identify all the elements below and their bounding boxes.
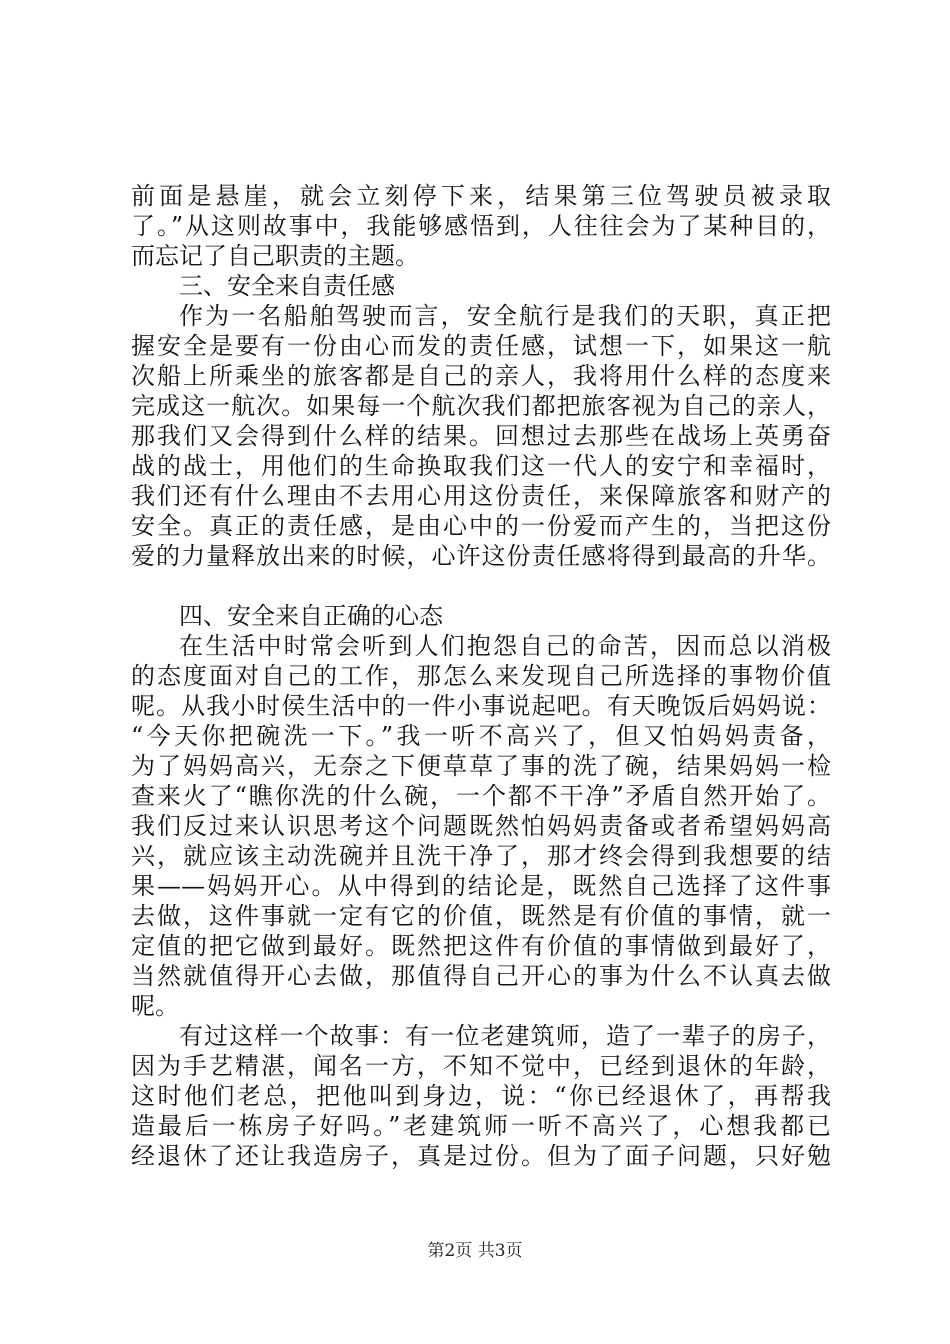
paragraph-line: 因为手艺精湛，闻名一方，不知不觉中，已经到退休的年龄， [131,1052,831,1080]
paragraph-line: 安全。真正的责任感，是由心中的一份爱而产生的，当把这份 [131,512,831,540]
paragraph-line: 这时他们老总，把他叫到身边，说：“你已经退休了，再帮我 [131,1082,831,1110]
paragraph-line: 造最后一栋房子好吗。”老建筑师一听不高兴了，心想我都已 [131,1112,831,1140]
paragraph-line: 呢。从我小时侯生活中的一件小事说起吧。有天晚饭后妈妈说： [131,692,831,720]
paragraph-line: 我们还有什么理由不去用心用这份责任，来保障旅客和财产的 [131,482,831,510]
paragraph-line: 果——妈妈开心。从中得到的结论是，既然自己选择了这件事 [131,872,831,900]
paragraph-line: 去做，这件事就一定有它的价值，既然是有价值的事情，就一 [131,902,831,930]
paragraph-line: 前面是悬崖，就会立刻停下来，结果第三位驾驶员被录取 [131,182,831,210]
paragraph-line: 握安全是要有一份由心而发的责任感，试想一下，如果这一航 [131,332,831,360]
section-heading: 三、安全来自责任感 [179,272,395,300]
paragraph-line: 定值的把它做到最好。既然把这件有价值的事情做到最好了， [131,932,831,960]
paragraph-line: 了。”从这则故事中，我能够感悟到，人往往会为了某种目的， [131,212,831,240]
paragraph-line: 在生活中时常会听到人们抱怨自己的命苦，因而总以消极 [179,632,831,660]
paragraph-line: 我们反过来认识思考这个问题既然怕妈妈责备或者希望妈妈高 [131,812,831,840]
paragraph-line: 爱的力量释放出来的时候，心许这份责任感将得到最高的升华。 [131,542,831,570]
paragraph-line: 有过这样一个故事：有一位老建筑师，造了一辈子的房子， [179,1022,831,1050]
paragraph-line: 次船上所乘坐的旅客都是自己的亲人，我将用什么样的态度来 [131,362,831,390]
paragraph-line: 战的战士，用他们的生命换取我们这一代人的安宁和幸福时， [131,452,831,480]
paragraph-line: 的态度面对自己的工作，那怎么来发现自己所选择的事物价值 [131,662,831,690]
paragraph-line: 兴，就应该主动洗碗并且洗干净了，那才终会得到我想要的结 [131,842,831,870]
paragraph-line: 那我们又会得到什么样的结果。回想过去那些在战场上英勇奋 [131,422,831,450]
paragraph-line: 经退休了还让我造房子，真是过份。但为了面子问题，只好勉 [131,1142,831,1170]
section-heading: 四、安全来自正确的心态 [179,602,443,630]
page-footer: 第2页 共3页 [427,1241,523,1261]
paragraph-line: 呢。 [131,992,179,1020]
paragraph-line: “今天你把碗洗一下。”我一听不高兴了，但又怕妈妈责备， [131,722,831,750]
paragraph-line: 查来火了“瞧你洗的什么碗，一个都不干净”矛盾自然开始了。 [131,782,831,810]
paragraph-line: 作为一名船舶驾驶而言，安全航行是我们的天职，真正把 [179,302,831,330]
paragraph-line: 当然就值得开心去做，那值得自己开心的事为什么不认真去做 [131,962,831,990]
paragraph-line: 而忘记了自己职责的主题。 [131,242,419,270]
paragraph-line: 为了妈妈高兴，无奈之下便草草了事的洗了碗，结果妈妈一检 [131,752,831,780]
paragraph-line: 完成这一航次。如果每一个航次我们都把旅客视为自己的亲人， [131,392,831,420]
